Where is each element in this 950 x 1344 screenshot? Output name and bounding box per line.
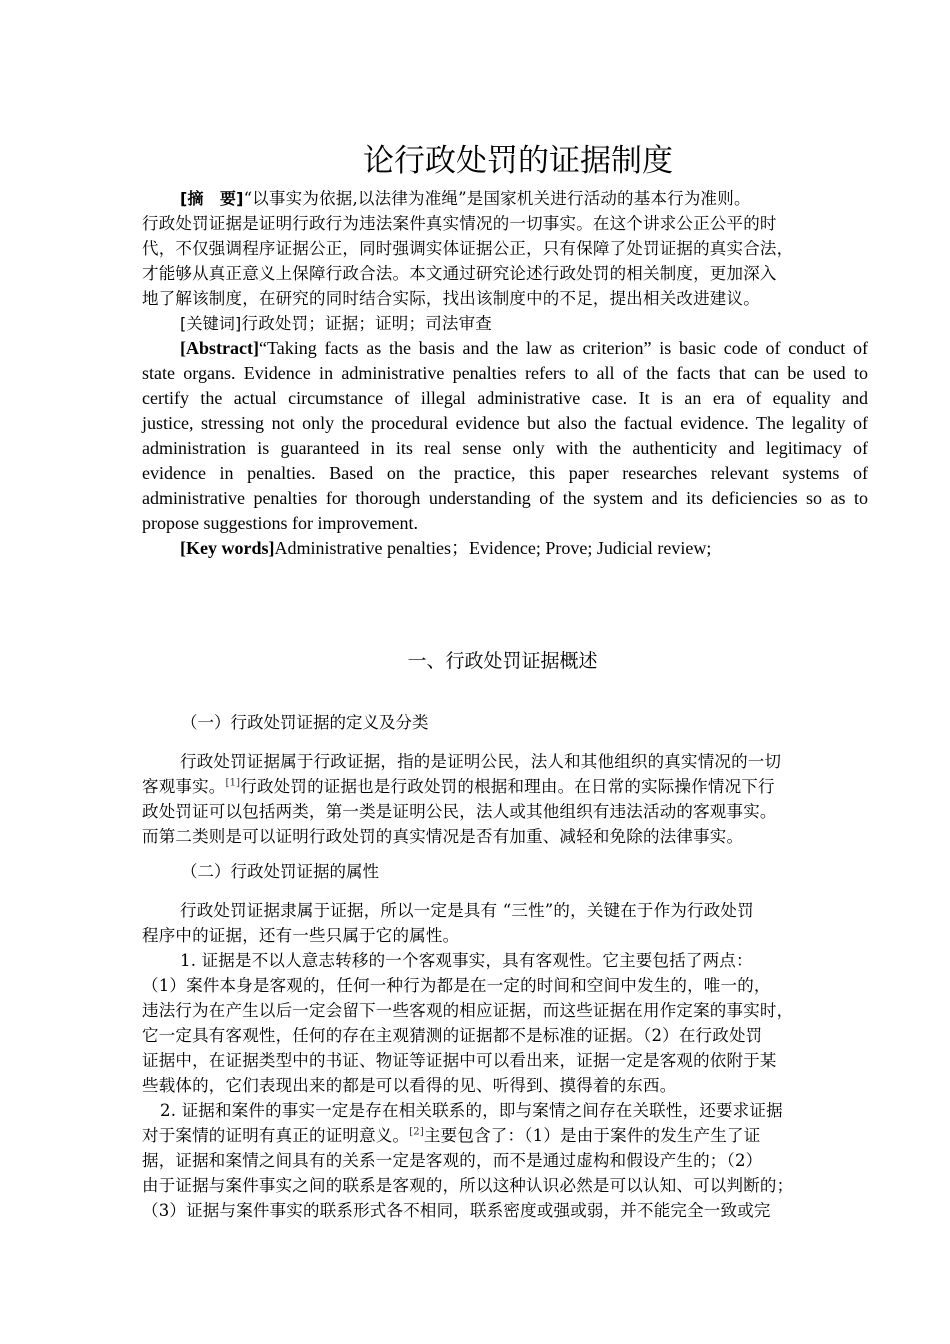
abstract-zh-line: 行政处罚证据是证明行政行为违法案件真实情况的一切事实。在这个讲求公正公平的时: [142, 214, 777, 233]
paragraph-line: 行政处罚证据隶属于证据，所以一定是具有 “三性”的，关键在于作为行政处罚: [180, 901, 754, 920]
subsection-heading: （一）行政处罚证据的定义及分类: [181, 713, 429, 732]
abstract-zh-label: [摘 要]: [180, 189, 244, 208]
paragraph-line: 对于案情的证明有真正的证明意义。[2]主要包含了：（1）是由于案件的发生产生了证: [142, 1126, 761, 1145]
abstract-en-line: justice, stressing not only the procedural evidence but also the factual evidence. The legality of: [142, 413, 868, 433]
paragraph-line: 些载体的，它们表现出来的都是可以看得的见、听得到、摸得着的东西。: [142, 1076, 677, 1095]
keywords-zh: [142, 311, 868, 336]
paragraph-line: 2. 证据和案件的事实一定是存在相关联系的，即与案情之间存在关联性，还要求证据: [160, 1101, 783, 1120]
abstract-zh-line: [摘 要]“以事实为依据,以法律为准绳”是国家机关进行活动的基本行为准则。: [180, 189, 751, 208]
paragraph-line: 它一定具有客观性，任何的存在主观猜测的证据都不是标准的证据。（2）在行政处罚: [142, 1026, 763, 1045]
abstract-en-line: administration is guaranteed in its real sense only with the authenticity and legitimacy of: [142, 438, 868, 458]
keywords-en-label: [Key words]: [180, 538, 275, 558]
paragraph-line: 违法行为在产生以后一定会留下一些客观的相应证据，而这些证据在用作定案的事实时，: [142, 1001, 794, 1020]
keywords-zh-label: [关键词]: [180, 314, 242, 333]
abstract-zh-line: 地了解该制度，在研究的同时结合实际，找出该制度中的不足，提出相关改进建议。: [142, 289, 760, 308]
paragraph-line: （1）案件本身是客观的，任何一种行为都是在一定的时间和空间中发生的，唯一的，: [142, 976, 771, 995]
abstract-en-line: evidence in penalties. Based on the practice, this paper researches relevant systems of: [142, 463, 868, 483]
abstract-en-line: certify the actual circumstance of illegal administrative case. It is an era of equality and: [142, 388, 868, 408]
abstract-en-line: propose suggestions for improvement.: [142, 513, 418, 533]
paragraph-line: 证据中，在证据类型中的书证、物证等证据中可以看出来，证据一定是客观的依附于某: [142, 1051, 777, 1070]
paragraph-line: 政处罚证可以包括两类，第一类是证明公民，法人或其他组织有违法活动的客观事实。: [142, 802, 777, 821]
abstract-en-line: administrative penalties for thorough understanding of the system and its deficiencies so as to: [142, 488, 868, 508]
keywords-en-text: Administrative penalties；Evidence; Prove; Judicial review;: [274, 538, 712, 558]
paragraph-line: （3）证据与案件事实的联系形式各不相同，联系密度或强或弱，并不能完全一致或完: [142, 1201, 771, 1220]
keywords-en: [142, 536, 868, 561]
keywords-zh-text: 行政处罚；证据；证明；司法审查: [241, 314, 492, 333]
abstract-zh: [142, 186, 868, 336]
document-title: 论行政处罚的证据制度: [363, 143, 673, 179]
paragraph-line: 由于证据与案件事实之间的联系是客观的，所以这种认识必然是可以认知、可以判断的；: [142, 1176, 794, 1195]
section-heading: 一、行政处罚证据概述: [407, 650, 598, 672]
abstract-zh-line: 才能够从真正意义上保障行政合法。本文通过研究论述行政处罚的相关制度，更加深入: [142, 264, 777, 283]
paragraph-line: 而第二类则是可以证明行政处罚的真实情况是否有加重、减轻和免除的法律事实。: [142, 827, 744, 846]
citation-1[interactable]: [1]: [225, 777, 241, 789]
abstract-zh-line: 代，不仅强调程序证据公正，同时强调实体证据公正，只有保障了处罚证据的真实合法，: [142, 239, 794, 258]
paragraph-line: 客观事实。[1]行政处罚的证据也是行政处罚的根据和理由。在日常的实际操作情况下行: [142, 777, 775, 796]
paragraph-line: 程序中的证据，还有一些只属于它的属性。: [142, 926, 460, 945]
citation-2[interactable]: [2]: [409, 1126, 424, 1138]
abstract-en-line: state organs. Evidence in administrative penalties refers to all of the facts that can be used to: [142, 363, 868, 383]
abstract-en: [142, 336, 868, 561]
paragraph: [142, 898, 868, 1223]
paragraph: [142, 749, 868, 849]
paragraph-line: 1. 证据是不以人意志转移的一个客观事实，具有客观性。它主要包括了两点：: [180, 951, 753, 970]
subsection-heading: （二）行政处罚证据的属性: [181, 862, 379, 881]
abstract-en-line: [Abstract]“Taking facts as the basis and the law as criterion” is basic code of conduct of: [180, 338, 868, 358]
paragraph-line: 据，证据和案情之间具有的关系一定是客观的，而不是通过虚构和假设产生的；（2）: [142, 1151, 763, 1170]
paragraph-line: 行政处罚证据属于行政证据，指的是证明公民，法人和其他组织的真实情况的一切: [180, 752, 782, 771]
abstract-en-label: [Abstract]: [180, 338, 259, 358]
